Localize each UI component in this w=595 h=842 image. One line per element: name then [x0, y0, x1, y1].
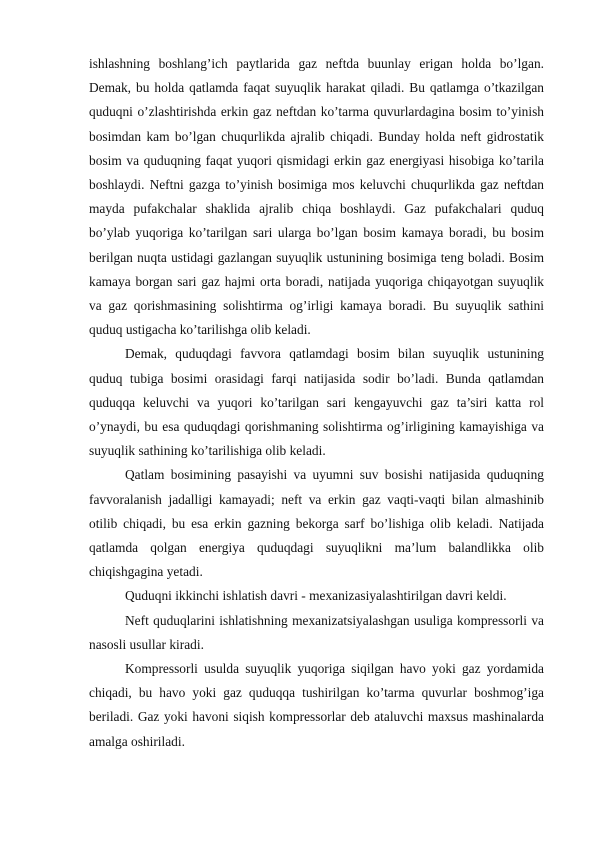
paragraph-mechanized-methods: Neft quduqlarini ishlatishning mexanizatsiyalashgan usuliga kompressorli va nasosli usullar kiradi.	[89, 612, 544, 652]
paragraph-second-period: Quduqni ikkinchi ishlatish davri - mexanizasiyalashtirilgan davri keldi.	[125, 588, 507, 604]
paragraph-continued: ishlashning boshlang’ich paytlarida gaz neftda buunlay erigan holda bo’lgan. Demak, bu holda qatlamda faqat suyuqlik harakat qiladi. Bu qatlamga o’tkazilgan quduqni o’zlashtirishda erkin gaz neftdan ko’tarma quvurlardagina bosim to’yinish bosimdan kam bo’lgan chuqurlikda ajralib chiqadi. Bunday holda neft gidrostatik bosim va quduqning faqat yuqori qismidagi erkin gaz energiyasi hisobiga ko’tarila boshlaydi. Neftni gazga to’yinish bosimiga mos keluvchi chuqurlikda gaz neftdan mayda pufakchalar shaklida ajralib chiqa boshlaydi. Gaz pufakchalari quduq bo’ylab yuqoriga ko’tarilgan sari ularga bo’lgan bosim kamaya boradi, bu bosim berilgan nuqta ustidagi gazlangan suyuqlik ustunining bosimiga teng boladi. Bosim kamaya borgan sari gaz hajmi orta boradi, natijada yuqoriga chiqayotgan suyuqlik va gaz qorishmasining solishtirma og’irligi kamaya boradi. Bu suyuqlik sathini quduq ustigacha ko’tarilishga olib keladi.	[89, 56, 544, 338]
paragraph-pressure-decline: Qatlam bosimining pasayishi va uyumni suv bosishi natijasida quduqning favvoralanish jadalligi kamayadi; neft va erkin gaz vaqti-vaqti bilan almashinib otilib chiqadi, bu esa erkin gazning bekorga sarf bo’lishiga olib keladi. Natijada qatlamda qolgan energiya quduqdagi suyuqlikni ma’lum balandlikka olib chiqishgagina yetadi.	[89, 467, 544, 580]
document-page	[89, 52, 544, 754]
paragraph-compressor-method: Kompressorli usulda suyuqlik yuqoriga siqilgan havo yoki gaz yordamida chiqadi, bu havo yoki gaz quduqqa tushirilgan ko’tarma quvurlar boshmog’iga beriladi. Gaz yoki havoni siqish kompressorlar deb ataluvchi maxsus mashinalarda amalga oshiriladi.	[89, 661, 544, 749]
paragraph-fountain-summary: Demak, quduqdagi favvora qatlamdagi bosim bilan suyuqlik ustunining quduq tubiga bosimi orasidagi farqi natijasida sodir bo’ladi. Bunda qatlamdan quduqqa keluvchi va yuqori ko’tarilgan sari kengayuvchi gaz ta’siri katta rol o’ynaydi, bu esa quduqdagi qorishmaning solishtirma og’irligining kamayishiga va suyuqlik sathining ko’tarilishiga olib keladi.	[89, 346, 544, 459]
